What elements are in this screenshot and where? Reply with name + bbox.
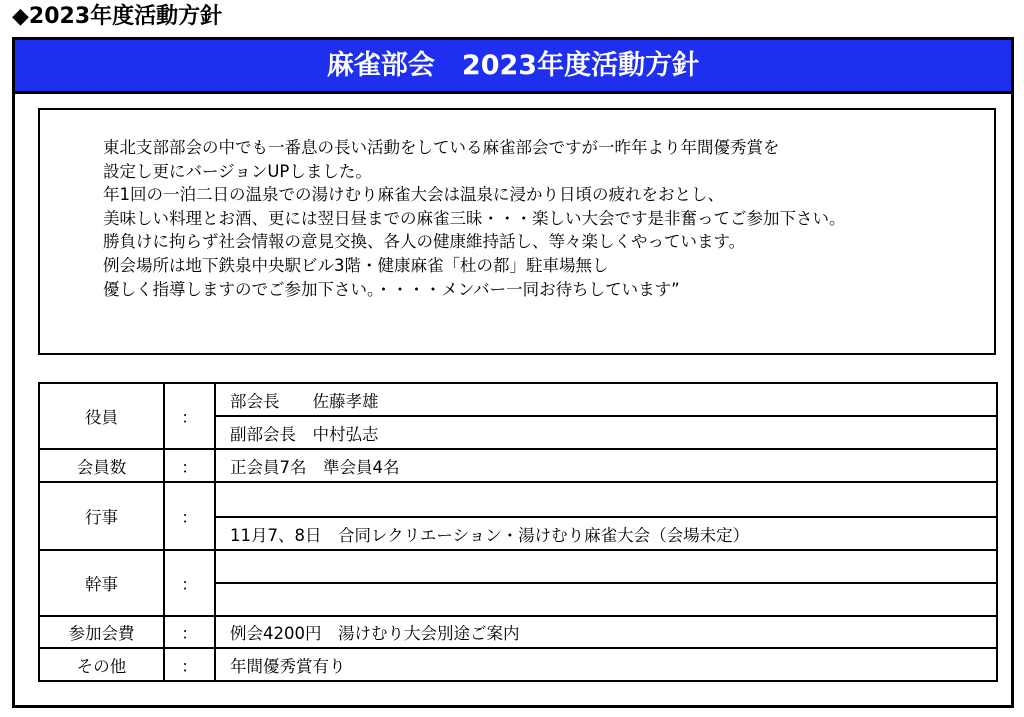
members-label: 会員数 [39, 449, 164, 482]
colon: ： [164, 616, 215, 648]
message-box [38, 108, 996, 355]
message-line: 例会場所は地下鉄泉中央駅ビル3階・健康麻雀「杜の都」駐車場無し [103, 255, 609, 275]
events-label: 行事 [39, 482, 164, 550]
secretary-label: 幹事 [39, 550, 164, 616]
table-row [39, 383, 997, 416]
officer-vice-chair: 副部会長 中村弘志 [215, 416, 997, 449]
colon: ： [164, 648, 215, 681]
colon: ： [164, 383, 215, 449]
other-value: 年間優秀賞有り [215, 648, 997, 681]
message-text [103, 136, 846, 301]
officers-label: 役員 [39, 383, 164, 449]
table-row [39, 482, 997, 517]
message-line: 東北支部部会の中でも一番息の長い活動をしている麻雀部会ですが一昨年より年間優秀賞を [103, 138, 780, 157]
officer-chair: 部会長 佐藤孝雄 [215, 383, 997, 416]
message-line: 美味しい料理とお酒、更には翌日昼までの麻雀三昧・・・楽しい大会です是非奮ってご参加下さい。 [103, 208, 846, 228]
colon: ： [164, 550, 215, 616]
secretary-row [215, 550, 997, 583]
message-line: 設定し更にバージョンUPしました。 [103, 161, 372, 181]
fee-label: 参加会費 [39, 616, 164, 648]
members-value: 正会員7名 準会員4名 [215, 449, 997, 482]
message-line: 優しく指導しますのでご参加下さい。・・・・メンバー一同お待ちしています” [103, 279, 680, 299]
colon: ： [164, 449, 215, 482]
table-row [39, 616, 997, 648]
table-row [39, 550, 997, 583]
table-row [39, 449, 997, 482]
page-heading: ◆2023年度活動方針 [12, 4, 223, 29]
other-label: その他 [39, 648, 164, 681]
message-line: 年1回の一泊二日の温泉での湯けむり麻雀大会は温泉に浸かり日頃の疲れをおとし、 [103, 185, 724, 205]
secretary-row [215, 583, 997, 616]
policy-frame [12, 37, 1014, 708]
event-row [215, 482, 997, 517]
fee-value: 例会4200円 湯けむり大会別途ご案内 [215, 616, 997, 648]
message-line: 勝負けに拘らず社会情報の意見交換、各人の健康維持話し、等々楽しくやっています。 [103, 232, 746, 252]
info-table [38, 382, 998, 682]
event-row: 11月7、8日 合同レクリエーション・湯けむり麻雀大会（会場未定） [215, 517, 997, 550]
table-row [39, 648, 997, 681]
title-bar: 麻雀部会 2023年度活動方針 [15, 40, 1011, 94]
colon: ： [164, 482, 215, 550]
